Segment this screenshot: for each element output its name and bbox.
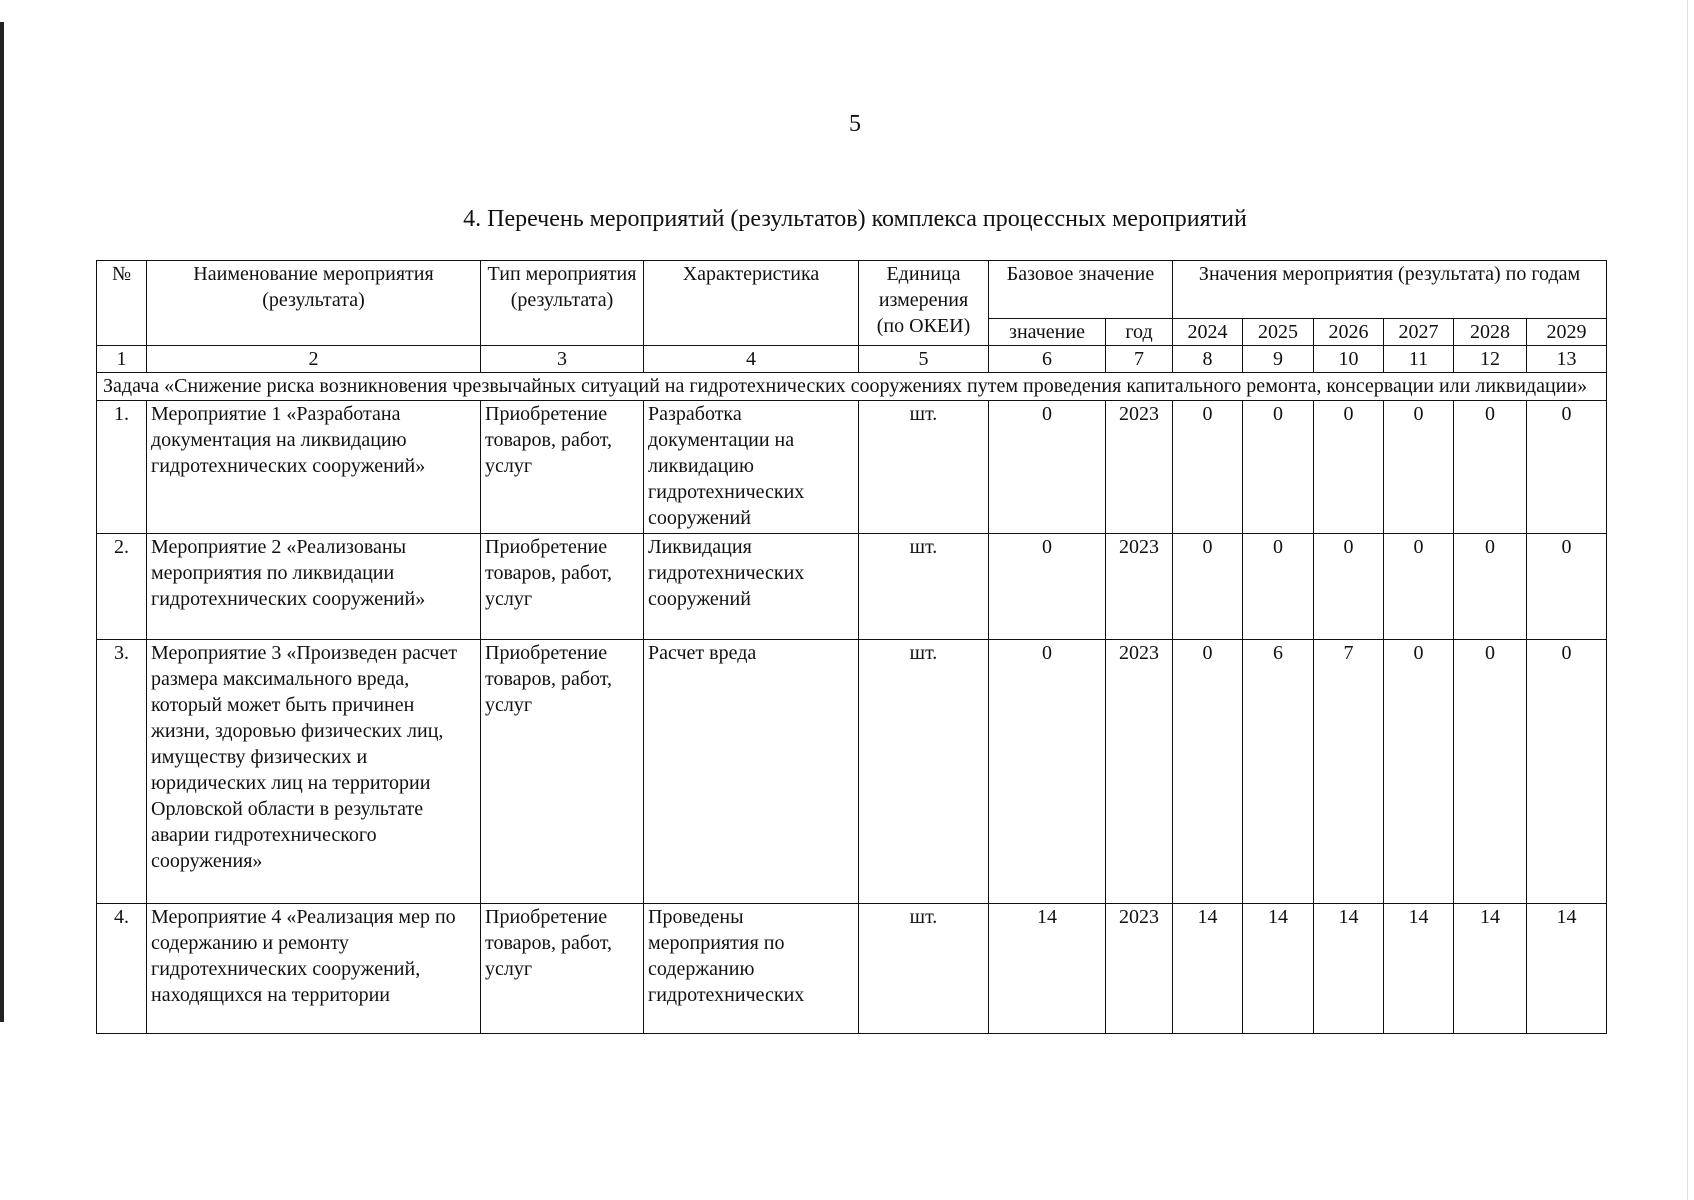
row-unit: шт. xyxy=(859,401,989,534)
row-year-value: 14 xyxy=(1243,904,1314,1034)
row-year-value: 0 xyxy=(1384,640,1454,904)
row-year-value: 0 xyxy=(1527,401,1607,534)
row-type: Приобретение товаров, работ, услуг xyxy=(481,904,644,1034)
row-year-value: 0 xyxy=(1243,534,1314,640)
row-name: Мероприятие 2 «Реализованы мероприятия по ликвидации гидротехнических сооружений» xyxy=(147,534,481,640)
row-base-year: 2023 xyxy=(1106,534,1173,640)
row-base-value: 0 xyxy=(989,401,1106,534)
row-year-value: 0 xyxy=(1173,534,1243,640)
column-number: 5 xyxy=(859,346,989,373)
row-type: Приобретение товаров, работ, услуг xyxy=(481,640,644,904)
row-characteristic: Разработка документации на ликвидацию гидротехнических сооружений xyxy=(644,401,859,534)
row-year-value: 0 xyxy=(1527,534,1607,640)
column-number: 6 xyxy=(989,346,1106,373)
scan-right-edge xyxy=(1687,0,1688,1200)
row-year-value: 0 xyxy=(1314,401,1384,534)
row-year-value: 0 xyxy=(1454,534,1527,640)
row-number: 1. xyxy=(97,401,147,534)
row-base-year: 2023 xyxy=(1106,640,1173,904)
header-unit: Единица измерения (по ОКЕИ) xyxy=(859,261,989,346)
column-number: 13 xyxy=(1527,346,1607,373)
table-row xyxy=(97,904,1607,1034)
row-number: 3. xyxy=(97,640,147,904)
row-year-value: 7 xyxy=(1314,640,1384,904)
row-year-value: 14 xyxy=(1314,904,1384,1034)
column-number: 12 xyxy=(1454,346,1527,373)
row-unit: шт. xyxy=(859,904,989,1034)
row-base-value: 0 xyxy=(989,640,1106,904)
row-base-value: 0 xyxy=(989,534,1106,640)
scan-left-edge xyxy=(0,22,4,1022)
header-name: Наименование мероприятия (результата) xyxy=(147,261,481,346)
table-row xyxy=(97,640,1607,904)
measures-table xyxy=(96,260,1607,1034)
column-number: 4 xyxy=(644,346,859,373)
row-year-value: 6 xyxy=(1243,640,1314,904)
column-number: 7 xyxy=(1106,346,1173,373)
column-number-row xyxy=(97,346,1607,373)
header-year: 2027 xyxy=(1384,319,1454,346)
row-unit: шт. xyxy=(859,534,989,640)
row-year-value: 0 xyxy=(1243,401,1314,534)
column-number: 2 xyxy=(147,346,481,373)
row-base-year: 2023 xyxy=(1106,401,1173,534)
row-characteristic: Ликвидация гидротехнических сооружений xyxy=(644,534,859,640)
header-characteristic: Характеристика xyxy=(644,261,859,346)
row-year-value: 0 xyxy=(1173,401,1243,534)
column-number: 1 xyxy=(97,346,147,373)
page-title: 4. Перечень мероприятий (результатов) комплекса процессных мероприятий xyxy=(463,206,1247,232)
row-year-value: 14 xyxy=(1173,904,1243,1034)
header-base-year: год xyxy=(1106,319,1173,346)
row-type: Приобретение товаров, работ, услуг xyxy=(481,401,644,534)
header-type: Тип мероприятия (результата) xyxy=(481,261,644,346)
row-year-value: 0 xyxy=(1527,640,1607,904)
table-row xyxy=(97,401,1607,534)
row-year-value: 0 xyxy=(1454,401,1527,534)
column-number: 11 xyxy=(1384,346,1454,373)
page-number: 5 xyxy=(849,111,861,137)
header-year: 2026 xyxy=(1314,319,1384,346)
row-year-value: 14 xyxy=(1527,904,1607,1034)
column-number: 3 xyxy=(481,346,644,373)
row-unit: шт. xyxy=(859,640,989,904)
row-type: Приобретение товаров, работ, услуг xyxy=(481,534,644,640)
row-year-value: 14 xyxy=(1454,904,1527,1034)
header-base-value: значение xyxy=(989,319,1106,346)
row-characteristic: Расчет вреда xyxy=(644,640,859,904)
row-characteristic: Проведены мероприятия по содержанию гидротехнических xyxy=(644,904,859,1034)
table-row xyxy=(97,534,1607,640)
row-year-value: 0 xyxy=(1384,401,1454,534)
column-number: 8 xyxy=(1173,346,1243,373)
row-name: Мероприятие 3 «Произведен расчет размера максимального вреда, который может быть причинен жизни, здоровью физических лиц, имуществу физических и юридических лиц на территории Орловской области в результате аварии гидротехнического сооружения» xyxy=(147,640,481,904)
row-name: Мероприятие 4 «Реализация мер по содержанию и ремонту гидротехнических сооружений, находящихся на территории xyxy=(147,904,481,1034)
row-year-value: 0 xyxy=(1384,534,1454,640)
task-row xyxy=(97,373,1607,401)
header-base: Базовое значение xyxy=(989,261,1173,319)
row-name: Мероприятие 1 «Разработана документация на ликвидацию гидротехнических сооружений» xyxy=(147,401,481,534)
column-number: 9 xyxy=(1243,346,1314,373)
row-year-value: 0 xyxy=(1454,640,1527,904)
column-number: 10 xyxy=(1314,346,1384,373)
row-base-value: 14 xyxy=(989,904,1106,1034)
row-year-value: 0 xyxy=(1314,534,1384,640)
row-year-value: 0 xyxy=(1173,640,1243,904)
header-year: 2024 xyxy=(1173,319,1243,346)
header-num: № xyxy=(97,261,147,346)
row-year-value: 14 xyxy=(1384,904,1454,1034)
header-values-by-year: Значения мероприятия (результата) по годам xyxy=(1173,261,1607,319)
row-number: 2. xyxy=(97,534,147,640)
task-description: Задача «Снижение риска возникновения чрезвычайных ситуаций на гидротехнических сооружениях путем проведения капитального ремонта, консервации или ликвидации» xyxy=(97,373,1607,401)
header-year: 2029 xyxy=(1527,319,1607,346)
header-row xyxy=(97,261,1607,319)
header-year: 2028 xyxy=(1454,319,1527,346)
row-number: 4. xyxy=(97,904,147,1034)
header-year: 2025 xyxy=(1243,319,1314,346)
row-base-year: 2023 xyxy=(1106,904,1173,1034)
